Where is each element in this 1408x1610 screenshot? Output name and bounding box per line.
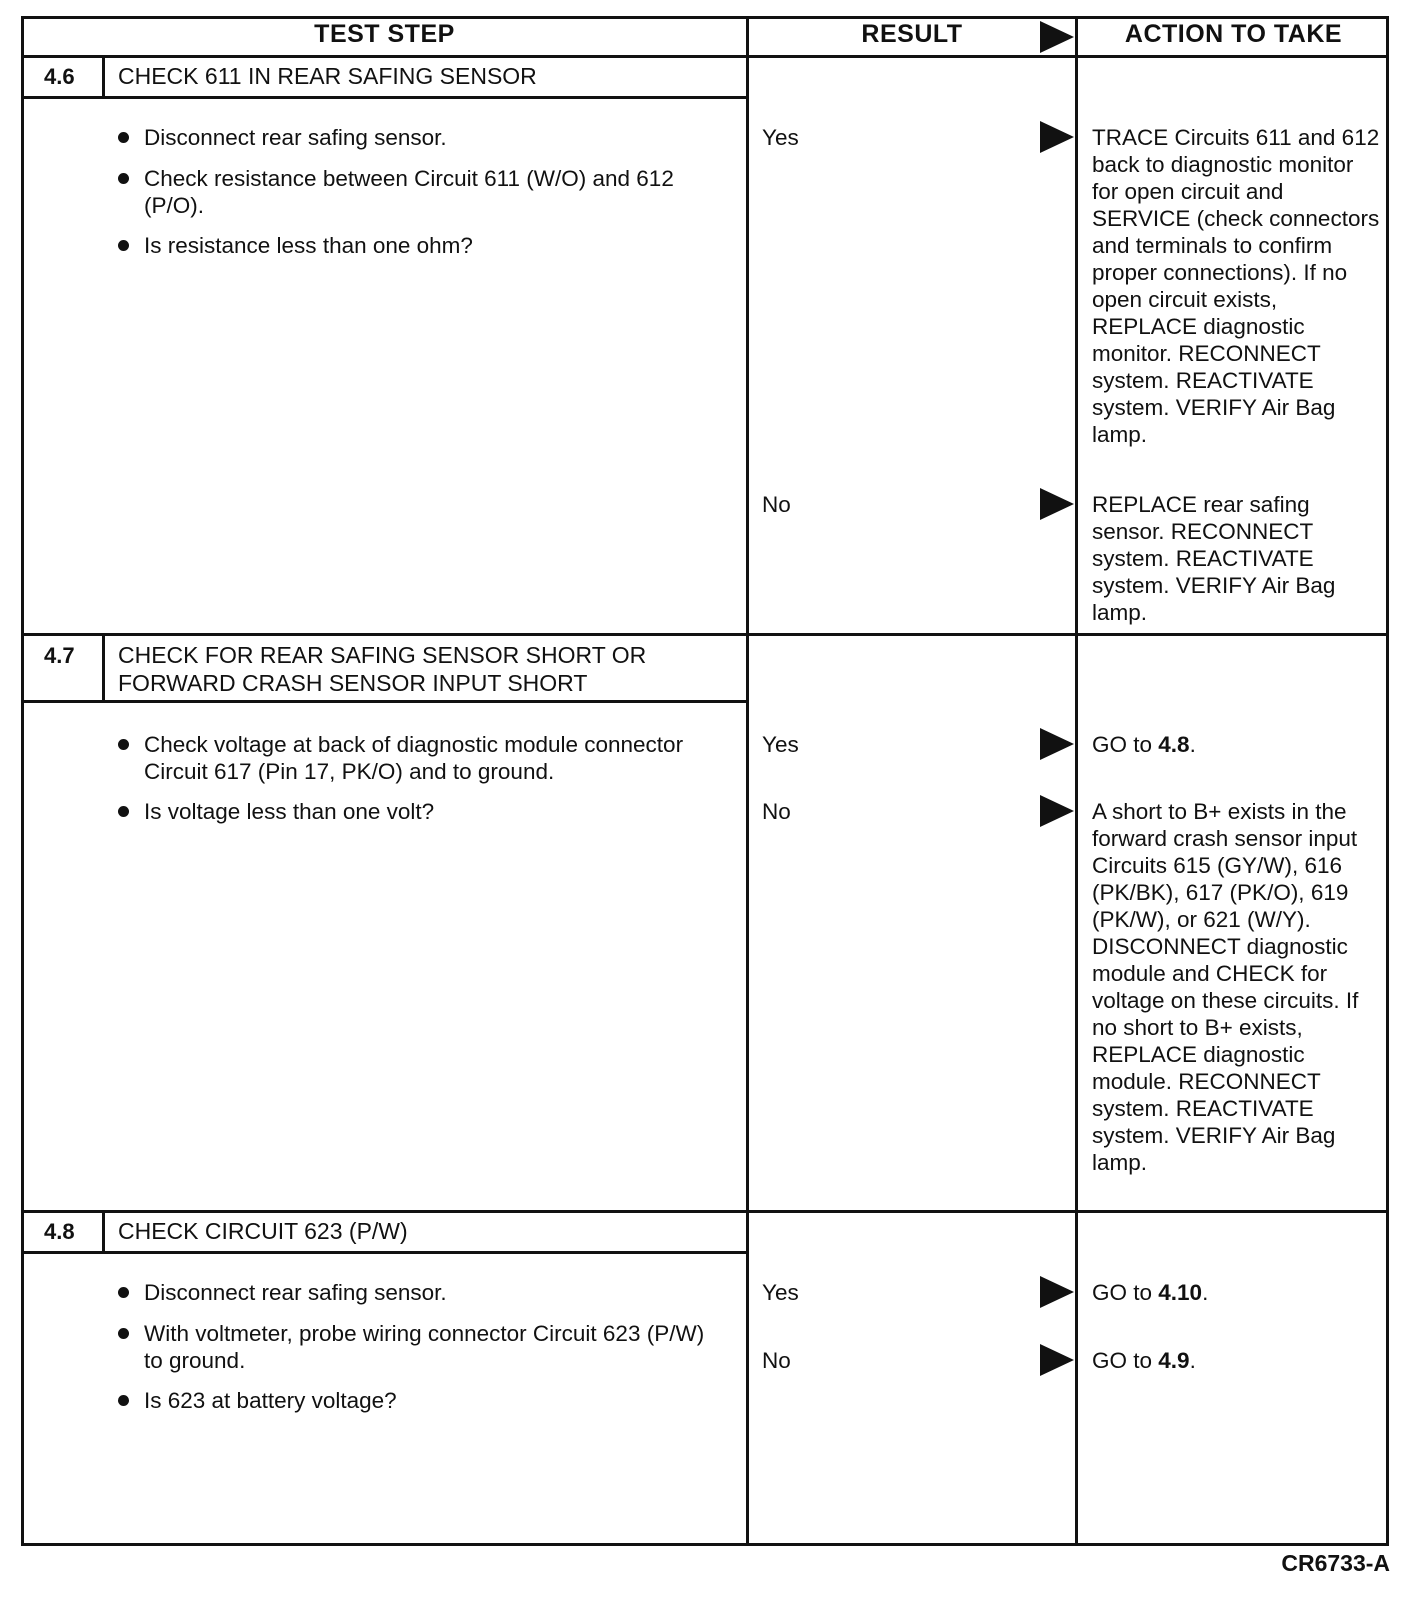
action-text-suffix: . [1189, 1348, 1196, 1373]
header-test-step: TEST STEP [314, 20, 455, 48]
action-text: A short to B+ exists in the forward crash sensor input Circuits 615 (GY/W), 616 (PK/BK), 617 (PK/O), 619 (PK/W), or 621 (W/Y). DISCONNECT diagnostic module and CHECK for voltage on these circuits. If no short to B+ exists, REPLACE diagnostic module. RECONNECT system. REACTIVATE system. VERIFY Air Bag lamp. [1092, 799, 1359, 1175]
result-arrow-icon [1040, 1276, 1074, 1308]
step-title-underline [21, 96, 749, 99]
figure-reference: CR6733-A [1281, 1550, 1390, 1576]
header-result: RESULT [861, 20, 963, 48]
result-arrow-icon [1040, 121, 1074, 153]
action-text: TRACE Circuits 611 and 612 back to diagnostic monitor for open circuit and SERVICE (check connectors and terminals to confirm proper connections). If no open circuit exists, REPLACE diagnostic monitor. RECONNECT system. REACTIVATE system. VERIFY Air Bag lamp. [1092, 125, 1380, 447]
column-divider-action [1075, 16, 1078, 1546]
action-text-suffix: . [1189, 732, 1196, 757]
step-number: 4.8 [44, 1219, 75, 1244]
action-text-prefix: GO to [1092, 732, 1159, 757]
result-label: Yes [762, 1280, 799, 1305]
step-instruction: Is resistance less than one ohm? [116, 232, 716, 259]
action-text: REPLACE rear safing sensor. RECONNECT system. REACTIVATE system. VERIFY Air Bag lamp. [1092, 492, 1336, 625]
result-label: Yes [762, 125, 799, 150]
result-arrow-icon [1040, 795, 1074, 827]
step-instruction: Is voltage less than one volt? [116, 798, 716, 825]
action-text-suffix: . [1202, 1280, 1209, 1305]
step-number-divider [102, 1210, 105, 1254]
step-title: CHECK CIRCUIT 623 (P/W) [118, 1218, 408, 1244]
step-reference: 4.9 [1158, 1348, 1190, 1373]
step-number-divider [102, 55, 105, 99]
result-arrow-icon [1040, 488, 1074, 520]
result-label: No [762, 1348, 791, 1373]
result-label: Yes [762, 732, 799, 757]
header-action: ACTION TO TAKE [1124, 20, 1343, 48]
step-divider [21, 633, 1389, 636]
step-reference: 4.8 [1158, 732, 1190, 757]
step-instruction: Is 623 at battery voltage? [116, 1387, 716, 1414]
step-instruction: Check resistance between Circuit 611 (W/O) and 612 (P/O). [116, 165, 716, 219]
header-divider [21, 55, 1389, 58]
step-title: CHECK 611 IN REAR SAFING SENSOR [118, 63, 537, 89]
step-title: CHECK FOR REAR SAFING SENSOR SHORT OR FORWARD CRASH SENSOR INPUT SHORT [118, 642, 647, 696]
step-instruction: Check voltage at back of diagnostic module connector Circuit 617 (Pin 17, PK/O) and to ground. [116, 731, 716, 785]
step-number: 4.7 [44, 643, 75, 668]
result-arrow-icon [1040, 728, 1074, 760]
step-reference: 4.10 [1158, 1280, 1203, 1305]
action-text-prefix: GO to [1092, 1280, 1159, 1305]
step-number: 4.6 [44, 64, 75, 89]
result-label: No [762, 492, 791, 517]
step-title-underline [21, 1251, 749, 1254]
step-instruction: Disconnect rear safing sensor. [116, 124, 716, 151]
action-text [1092, 731, 1382, 758]
action-text [1092, 1347, 1382, 1374]
column-divider-result [746, 16, 749, 1546]
action-text-prefix: GO to [1092, 1348, 1159, 1373]
result-label: No [762, 799, 791, 824]
result-arrow-icon [1040, 1344, 1074, 1376]
step-divider [21, 1210, 1389, 1213]
step-instruction: With voltmeter, probe wiring connector Circuit 623 (P/W) to ground. [116, 1320, 716, 1374]
header-arrow-icon [1040, 21, 1074, 53]
step-instruction: Disconnect rear safing sensor. [116, 1279, 716, 1306]
step-number-divider [102, 633, 105, 703]
step-title-underline [21, 700, 749, 703]
action-text [1092, 1279, 1382, 1306]
